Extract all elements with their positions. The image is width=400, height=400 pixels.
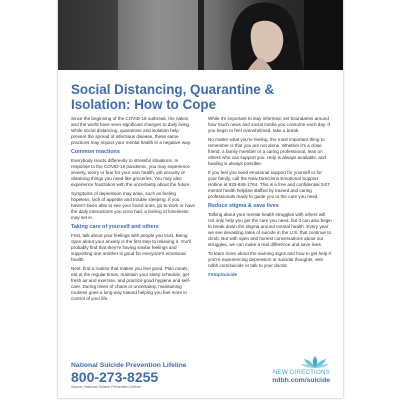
common-reactions-paragraph: Everybody reacts differently to stressful situations. In response to the COVID-19 pandemic, you may experience anxiety, worry or fear for your own health, job security or obtaining things you need like groceries. You may also experience frustration with the uncertainty about the future. xyxy=(71,158,191,187)
stigma-paragraph: Talking about your mental health struggles with others will not only help you get the care you need, but it can also begin to break down the stigma around mental health. Every year we see devasting rates of suicide in the U.S. that continue to climb. But with open and honest conversations about our struggles, we can make a real difference and save lives. xyxy=(208,212,332,247)
intro-paragraph: Since the beginning of the COVID-19 outbreak, the nation and the world have seen significant changes to daily living. While social distancing, quarantine and isolation help prevent the spread of infectious disease, these same practices may impact your mental health in a negative way. xyxy=(71,116,191,145)
learn-more-paragraph: To learn more about the warning signs and how to get help if you're experiencing depression or suicidal thoughts, visit ndbh.com/suicide or talk to your doctor. xyxy=(208,251,331,268)
hotline-paragraph: If you feel you need emotional support for yourself or for your family, call the New Directions Emotional Support Hotline at 833-848-1764. This is a free and confidential 24/7 mental health helpline staffed by trained and caring professionals ready to guide you to the care you need. xyxy=(208,170,330,199)
hashtag: #StopSuicide xyxy=(208,272,238,277)
woman-at-window-illustration xyxy=(58,0,343,70)
talk-feelings-paragraph: First, talk about your feelings with people you trust. Being open about your anxiety is the first step to relieving it. You'll probably find that they're having similar feelings and supporting one another is good for everyone's emotional health. xyxy=(71,233,192,262)
reduce-stigma-heading: Reduce stigma & save lives xyxy=(208,203,279,209)
news-boundaries-paragraph: While it's important to stay informed, set boundaries around how much news and social media you consume each day. If you begin to feel overwhelmed, take a break. xyxy=(208,116,330,133)
page-title: Social Distancing, Quarantine & Isolation: How to Cope xyxy=(71,82,275,112)
flyer-page xyxy=(58,0,343,398)
lotus-logo-icon xyxy=(300,355,330,369)
depression-symptoms-paragraph: Symptoms of depression may arise, such as feeling hopeless, lack of appetite and trouble sleeping. If you haven't been able to see your loved ones, go to work or have the daily interactions you once had, a feeling of loneliness may set in. xyxy=(71,191,195,220)
lifeline-number: 800-273-8255 xyxy=(71,369,159,385)
lifeline-source: Source: National Suicide Prevention Lifeline xyxy=(71,385,141,389)
brand-url[interactable]: ndbh.com/suicide xyxy=(272,377,330,384)
lifeline-block xyxy=(71,362,211,390)
not-alone-paragraph: No matter what you're feeling, the most important thing to remember is that you are not alone. Whether it's a close friend, a family member or a caring professional, lean on others who can support you. Help is always available, and healing is always possible. xyxy=(208,137,326,166)
left-column xyxy=(71,116,195,305)
brand-name: NEW DIRECTIONS xyxy=(272,369,330,376)
header-photo xyxy=(58,0,343,70)
brand-block xyxy=(238,355,330,385)
common-reactions-heading: Common reactions xyxy=(71,149,120,155)
right-column xyxy=(208,116,332,281)
routine-paragraph: Next, find a routine that makes you feel good. Plan meals, eat at the regular times, maintain your sleep schedule, get fresh air and exercise, and practice good hygiene and self-care. During times of chaos or uncertainty, maintaining routines goes a long way toward helping you feel more in control of your life. xyxy=(71,266,191,301)
lifeline-name: National Suicide Prevention Lifeline xyxy=(71,362,187,369)
taking-care-heading: Taking care of yourself and others xyxy=(71,224,159,230)
